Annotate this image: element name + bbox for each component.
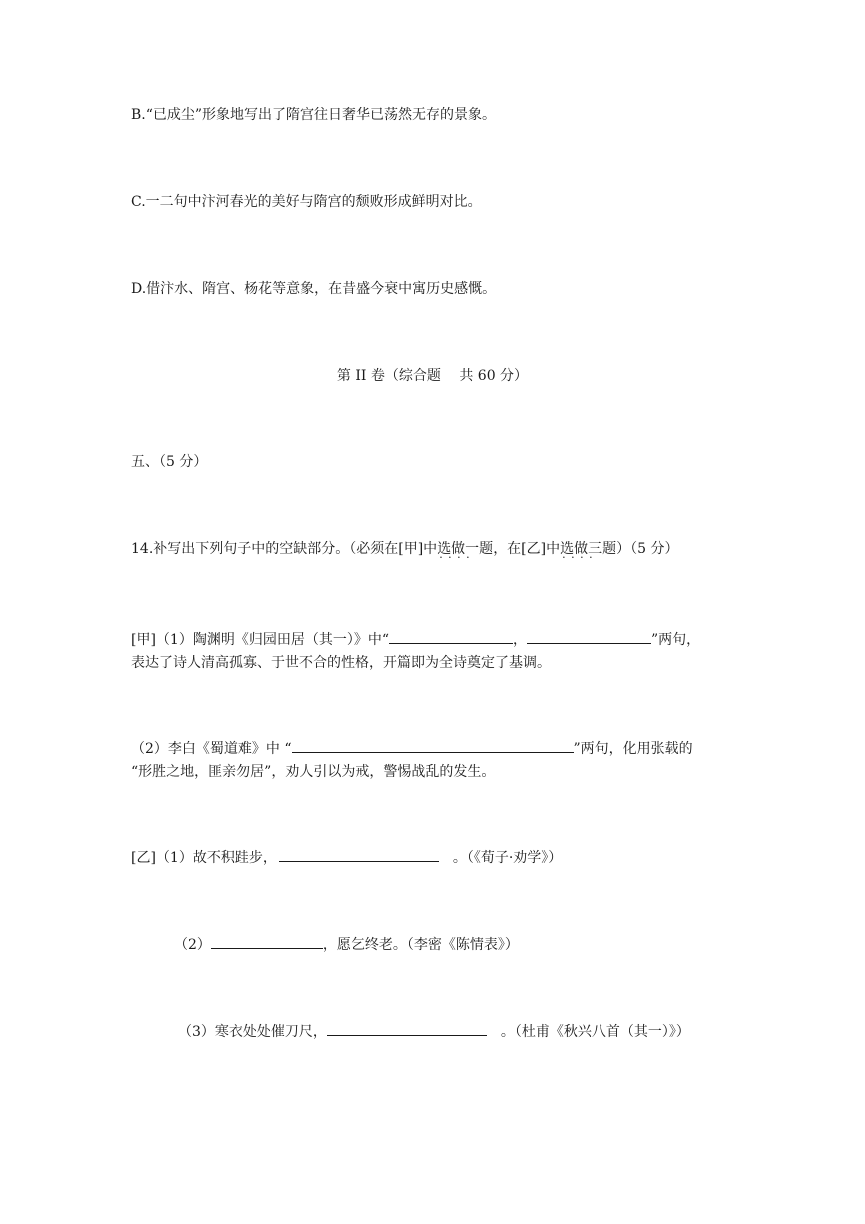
option-c: C.一二句中汴河春光的美好与隋宫的颓败形成鲜明对比。 xyxy=(131,194,482,210)
jia-item-1-blank-a[interactable] xyxy=(389,629,513,644)
yi-item-1 xyxy=(131,847,562,868)
yi-item-3-after: 。（杜甫《秋兴八首（其一）》） xyxy=(500,1024,690,1040)
jia-item-1 xyxy=(131,629,700,650)
yi-item-3 xyxy=(178,1021,690,1042)
part-heading: 五、（5 分） xyxy=(131,454,208,470)
jia-item-1-before: [甲]（1）陶渊明《归园田居（其一）》中“ xyxy=(131,632,389,648)
option-d: D.借汴水、隋宫、杨花等意象，在昔盛今衰中寓历史感慨。 xyxy=(131,281,497,297)
question-14-instruction xyxy=(131,539,678,559)
yi-item-3-before: （3）寒衣处处催刀尺， xyxy=(178,1024,327,1040)
jia-item-2-blank[interactable] xyxy=(292,738,574,753)
yi-item-2-blank[interactable] xyxy=(211,934,323,949)
q14-suffix: ）（5 分） xyxy=(616,541,679,557)
jia-item-1-after: ”两句， xyxy=(651,632,701,648)
yi-item-2-after: ，愿乞终老。（李密《陈情表》） xyxy=(322,937,519,953)
jia-item-1-blank-b[interactable] xyxy=(527,629,651,644)
yi-item-2 xyxy=(174,934,519,955)
jia-item-2 xyxy=(131,738,693,759)
q14-emphasis-1: 选做一题 · · · · xyxy=(437,541,493,557)
q14-emphasis-2: 选做三题 · · · · xyxy=(560,541,616,557)
yi-item-1-blank[interactable] xyxy=(279,847,439,862)
section-title: 第 II 卷（综合题 共 60 分） xyxy=(336,368,529,384)
jia-item-1-line-2: 表达了诗人清高孤寡、于世不合的性格，开篇即为全诗奠定了基调。 xyxy=(131,655,551,671)
jia-item-2-before: （2）李白《蜀道难》中 “ xyxy=(131,741,292,757)
yi-item-2-before: （2） xyxy=(174,937,211,953)
q14-mid: ，在[乙]中 xyxy=(493,541,561,557)
option-b: B.“已成尘”形象地写出了隋宫往日奢华已荡然无存的景象。 xyxy=(131,107,497,123)
jia-item-2-line-2: “形胜之地，匪亲勿居”，劝人引以为戒，警惕战乱的发生。 xyxy=(131,764,496,780)
jia-item-1-comma: ， xyxy=(513,632,527,648)
yi-item-1-before: [乙]（1）故不积跬步， xyxy=(131,850,277,866)
yi-item-1-after: 。（《荀子·劝学》） xyxy=(452,850,563,866)
jia-item-2-after: ”两句，化用张载的 xyxy=(573,741,693,757)
q14-prefix: 14.补写出下列句子中的空缺部分。（必须在[甲]中 xyxy=(131,541,438,557)
yi-item-3-blank[interactable] xyxy=(327,1021,487,1036)
